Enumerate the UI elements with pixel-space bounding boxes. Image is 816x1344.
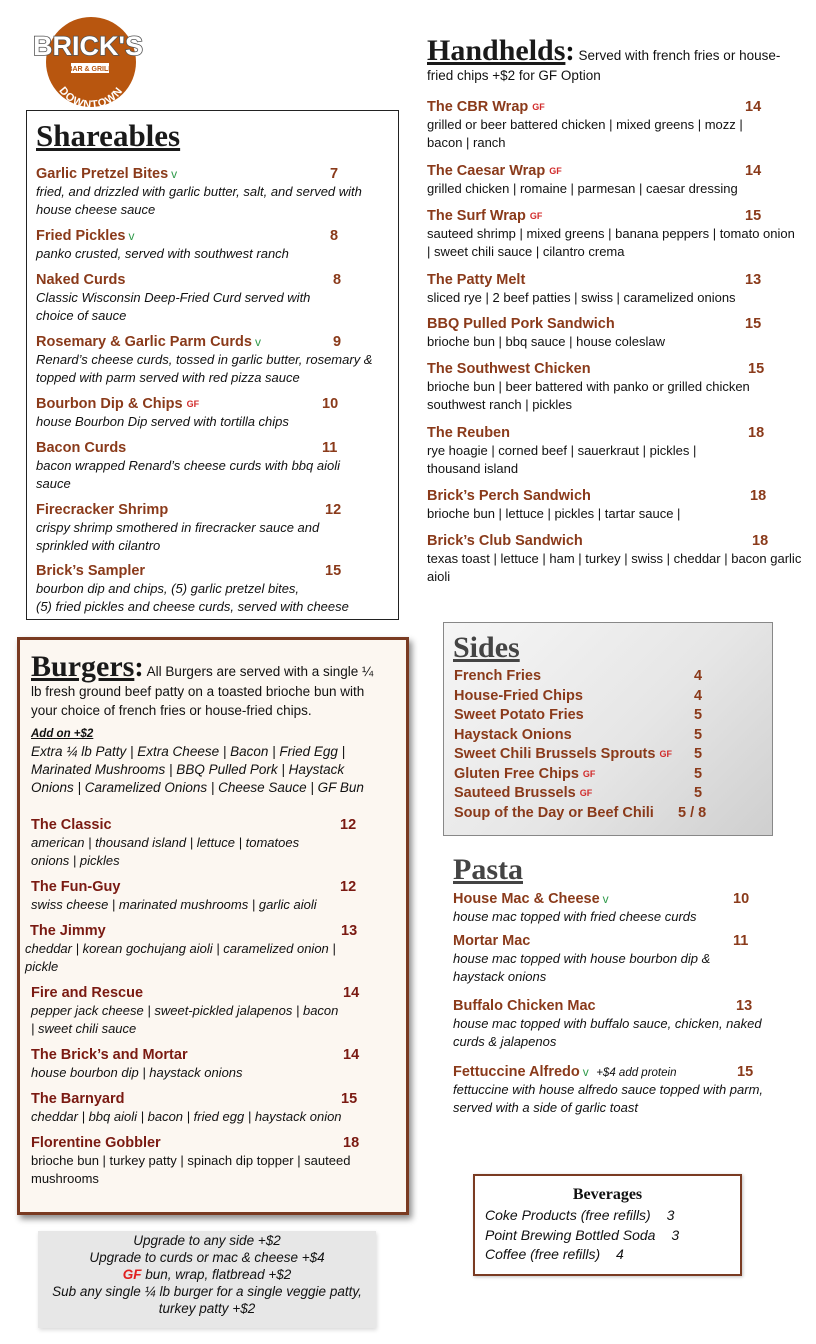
item-description: Classic Wisconsin Deep-Fried Curd served with choice of sauce bbox=[36, 290, 311, 323]
handhelds-title-colon: : bbox=[565, 36, 575, 67]
side-item bbox=[454, 785, 724, 804]
menu-item bbox=[31, 1046, 376, 1082]
item-description: cheddar | bbq aioli | bacon | fried egg | haystack onion bbox=[31, 1109, 342, 1124]
item-name: Rosemary & Garlic Parm Curds bbox=[36, 334, 252, 350]
item-description: (5) fried pickles and cheese curds, served with cheese bbox=[36, 599, 349, 614]
menu-item bbox=[31, 984, 376, 1038]
upgrade-line: Upgrade to any side +$2 bbox=[133, 1233, 281, 1248]
item-name: Brick’s Sampler bbox=[36, 563, 146, 579]
item-description: brioche bun | bbq sauce | house coleslaw bbox=[427, 334, 666, 349]
item-description: Renard’s cheese curds, tossed in garlic butter, rosemary & topped with parm served with red pizza sauce bbox=[36, 352, 373, 385]
item-description: bacon wrapped Renard’s cheese curds with bbq aioli sauce bbox=[36, 458, 341, 491]
addon-label: Add on +$2 bbox=[31, 728, 94, 740]
gluten-free-mark: GF bbox=[529, 211, 543, 221]
item-price: 12 bbox=[340, 879, 357, 895]
menu-item bbox=[36, 501, 391, 555]
item-name: Coke Products (free refills) bbox=[485, 1207, 651, 1223]
item-description: fettuccine with house alfredo sauce topped with parm, served with a side of garlic toast bbox=[453, 1082, 764, 1115]
side-item bbox=[454, 805, 754, 824]
item-description: american | thousand island | lettuce | tomatoes onions | pickles bbox=[31, 835, 300, 868]
item-name: Mortar Mac bbox=[453, 933, 531, 949]
item-price: 8 bbox=[333, 272, 342, 288]
menu-item bbox=[31, 816, 361, 870]
menu-item bbox=[427, 207, 797, 261]
menu-item bbox=[36, 395, 391, 431]
gluten-free-mark: GF bbox=[122, 1267, 142, 1282]
shareables-title: Shareables bbox=[36, 118, 181, 153]
vegetarian-mark: v bbox=[602, 892, 609, 906]
item-price: 5 bbox=[694, 746, 703, 762]
item-description: sliced rye | 2 beef patties | swiss | caramelized onions bbox=[427, 290, 736, 305]
menu-item bbox=[427, 532, 802, 586]
item-name: Brick’s Club Sandwich bbox=[427, 533, 583, 549]
burgers-title-colon: : bbox=[134, 652, 144, 683]
vegetarian-mark: v bbox=[128, 229, 135, 243]
logo-ring-text: DOWNTOWN bbox=[56, 84, 126, 108]
menu-item bbox=[31, 878, 391, 914]
upgrade-note bbox=[38, 1231, 376, 1328]
item-description: panko crusted, served with southwest ranch bbox=[36, 246, 289, 261]
item-name: The Jimmy bbox=[30, 923, 106, 939]
upgrade-line: Sub any single ¼ lb burger for a single veggie patty, turkey patty +$2 bbox=[52, 1284, 362, 1316]
burgers-section bbox=[17, 637, 409, 1215]
menu-item bbox=[427, 98, 772, 152]
item-price: 18 bbox=[748, 425, 765, 441]
item-name: Point Brewing Bottled Soda bbox=[485, 1227, 656, 1243]
item-description: pepper jack cheese | sweet-pickled jalapenos | bacon | sweet chili sauce bbox=[31, 1003, 339, 1036]
vegetarian-mark: v bbox=[254, 335, 261, 349]
menu-item bbox=[453, 997, 773, 1051]
item-price: 15 bbox=[745, 316, 762, 332]
item-description: house Bourbon Dip served with tortilla chips bbox=[36, 414, 289, 429]
item-price: 13 bbox=[341, 923, 358, 939]
handhelds-intro: Served with french fries or house-fried chips +$2 for GF Option bbox=[427, 48, 781, 83]
item-name: The Patty Melt bbox=[427, 272, 526, 288]
item-name: Florentine Gobbler bbox=[31, 1135, 161, 1151]
item-description: crispy shrimp smothered in firecracker sauce and sprinkled with cilantro bbox=[36, 520, 320, 553]
item-name: Naked Curds bbox=[36, 272, 126, 288]
item-description: rye hoagie | corned beef | sauerkraut | pickles | thousand island bbox=[427, 443, 697, 476]
item-price: 5 bbox=[694, 727, 703, 743]
item-price: 14 bbox=[343, 985, 360, 1001]
menu-item bbox=[427, 360, 787, 414]
item-name: The Barnyard bbox=[31, 1091, 125, 1107]
item-name: French Fries bbox=[454, 668, 542, 684]
item-price: 14 bbox=[745, 99, 762, 115]
upgrade-line: Upgrade to curds or mac & cheese +$4 bbox=[89, 1250, 325, 1265]
item-name: Bourbon Dip & Chips bbox=[36, 396, 183, 412]
item-name: Sweet Potato Fries bbox=[454, 707, 584, 723]
item-description: house mac topped with buffalo sauce, chicken, naked curds & jalapenos bbox=[453, 1016, 762, 1049]
menu-item bbox=[25, 922, 370, 976]
sides-section bbox=[443, 622, 773, 836]
item-price: 15 bbox=[325, 563, 342, 579]
menu-item bbox=[36, 271, 391, 325]
item-name: The Brick’s and Mortar bbox=[31, 1047, 188, 1063]
item-description: cheddar | korean gochujang aioli | caramelized onion | pickle bbox=[25, 941, 336, 974]
menu-item bbox=[453, 890, 773, 926]
menu-item bbox=[31, 1090, 391, 1126]
shareables-section bbox=[26, 110, 399, 620]
beverage-item bbox=[485, 1227, 679, 1243]
gluten-free-mark: GF bbox=[659, 749, 672, 759]
item-name: The Surf Wrap bbox=[427, 208, 526, 224]
item-name: Fried Pickles bbox=[36, 228, 126, 244]
item-price: 18 bbox=[343, 1135, 360, 1151]
item-name: The Fun-Guy bbox=[31, 879, 121, 895]
item-description: fried, and drizzled with garlic butter, salt, and served with house cheese sauce bbox=[36, 184, 362, 217]
handhelds-title: Handhelds bbox=[427, 34, 566, 67]
item-price: 15 bbox=[341, 1091, 358, 1107]
item-description: brioche bun | lettuce | pickles | tartar sauce | bbox=[427, 506, 681, 521]
side-item bbox=[454, 668, 724, 687]
gluten-free-mark: GF bbox=[549, 166, 562, 176]
pasta-title: Pasta bbox=[453, 853, 523, 886]
item-price: 5 / 8 bbox=[678, 805, 707, 821]
item-note: +$4 add protein bbox=[596, 1067, 677, 1079]
side-item bbox=[454, 707, 724, 726]
beverages-section bbox=[473, 1174, 742, 1276]
item-name: Firecracker Shrimp bbox=[36, 502, 169, 518]
item-name: House Mac & Cheese bbox=[453, 891, 600, 907]
side-item bbox=[454, 766, 724, 785]
item-price: 8 bbox=[330, 228, 339, 244]
item-description: house mac topped with house bourbon dip & haystack onions bbox=[453, 951, 711, 984]
item-name: The CBR Wrap bbox=[427, 99, 529, 115]
item-name: Soup of the Day or Beef Chili bbox=[454, 805, 654, 821]
beverage-item bbox=[485, 1207, 674, 1223]
logo-main-text: BRICK'S bbox=[33, 31, 143, 61]
item-price: 3 bbox=[671, 1227, 680, 1243]
item-price: 10 bbox=[322, 396, 339, 412]
item-price: 5 bbox=[694, 766, 703, 782]
burgers-intro-block bbox=[31, 652, 376, 720]
menu-item bbox=[36, 562, 396, 616]
item-price: 5 bbox=[694, 707, 703, 723]
menu-item bbox=[36, 333, 391, 387]
menu-item bbox=[427, 315, 777, 351]
item-description: brioche bun | turkey patty | spinach dip topper | sauteed mushrooms bbox=[31, 1153, 351, 1186]
item-name: Sauteed Brussels bbox=[454, 785, 576, 801]
item-price: 15 bbox=[737, 1064, 754, 1080]
gluten-free-mark: GF bbox=[582, 769, 596, 779]
item-description: grilled or beer battered chicken | mixed greens | mozz | bacon | ranch bbox=[427, 117, 743, 150]
menu-item bbox=[453, 932, 773, 986]
item-price: 13 bbox=[745, 272, 762, 288]
upgrade-line: GF bun, wrap, flatbread +$2 bbox=[122, 1267, 292, 1282]
item-name: Haystack Onions bbox=[454, 727, 572, 743]
item-price: 14 bbox=[745, 163, 762, 179]
side-item bbox=[454, 746, 724, 765]
item-name: Brick’s Perch Sandwich bbox=[427, 488, 591, 504]
item-description: brioche bun | beer battered with panko or grilled chicken southwest ranch | pickles bbox=[427, 379, 750, 412]
menu-item bbox=[36, 227, 391, 263]
burgers-title: Burgers bbox=[31, 650, 135, 683]
menu-item bbox=[427, 487, 777, 523]
side-item bbox=[454, 688, 724, 707]
beverages-title: Beverages bbox=[572, 1186, 643, 1203]
item-price: 4 bbox=[694, 668, 703, 684]
item-name: Garlic Pretzel Bites bbox=[36, 166, 169, 182]
item-name: Coffee (free refills) bbox=[485, 1246, 601, 1262]
item-name: Bacon Curds bbox=[36, 440, 127, 456]
item-price: 15 bbox=[748, 361, 765, 377]
vegetarian-mark: v bbox=[171, 167, 178, 181]
item-name: Fire and Rescue bbox=[31, 985, 144, 1001]
item-price: 7 bbox=[330, 166, 339, 182]
item-price: 4 bbox=[694, 688, 703, 704]
item-price: 14 bbox=[343, 1047, 360, 1063]
item-price: 9 bbox=[333, 334, 342, 350]
item-name: Gluten Free Chips bbox=[454, 766, 579, 782]
burgers-intro: All Burgers are served with a single ¼ lb fresh ground beef patty on a toasted brioche bun with your choice of french fries or house-fried chips. bbox=[31, 664, 374, 718]
gluten-free-mark: GF bbox=[186, 399, 200, 409]
menu-item bbox=[31, 1134, 391, 1188]
item-price: 13 bbox=[736, 998, 753, 1014]
addon-list: Extra ¼ lb Patty | Extra Cheese | Bacon | Fried Egg | Marinated Mushrooms | BBQ Pulled Pork | Haystack Onions | Caramelized Onions | Cheese Sauce | GF Bun bbox=[31, 744, 364, 795]
item-description: sauteed shrimp | mixed greens | banana peppers | tomato onion | sweet chili sauce | cilantro crema bbox=[427, 226, 795, 259]
item-name: Sweet Chili Brussels Sprouts bbox=[454, 746, 656, 762]
menu-item bbox=[36, 165, 391, 219]
item-price: 4 bbox=[616, 1246, 624, 1262]
item-description: texas toast | lettuce | ham | turkey | swiss | cheddar | bacon garlic aioli bbox=[427, 551, 802, 584]
item-description: grilled chicken | romaine | parmesan | caesar dressing bbox=[427, 181, 738, 196]
menu-item bbox=[36, 439, 391, 493]
item-name: The Caesar Wrap bbox=[427, 163, 546, 179]
item-price: 18 bbox=[750, 488, 767, 504]
item-description: swiss cheese | marinated mushrooms | garlic aioli bbox=[31, 897, 317, 912]
vegetarian-mark: v bbox=[582, 1065, 589, 1079]
item-description: house mac topped with fried cheese curds bbox=[453, 909, 697, 924]
item-name: Fettuccine Alfredo bbox=[453, 1064, 580, 1080]
item-name: The Southwest Chicken bbox=[427, 361, 591, 377]
brand-logo bbox=[27, 14, 149, 108]
item-description: bourbon dip and chips, (5) garlic pretzel bites, bbox=[36, 581, 300, 596]
item-price: 12 bbox=[325, 502, 342, 518]
gluten-free-mark: GF bbox=[532, 102, 545, 112]
gluten-free-mark: GF bbox=[579, 788, 593, 798]
beverage-item bbox=[485, 1246, 624, 1262]
menu-item bbox=[427, 162, 777, 198]
item-name: BBQ Pulled Pork Sandwich bbox=[427, 316, 615, 332]
item-price: 10 bbox=[733, 891, 750, 907]
item-name: The Classic bbox=[31, 817, 112, 833]
menu-item bbox=[427, 424, 777, 478]
item-name: The Reuben bbox=[427, 425, 510, 441]
sides-title: Sides bbox=[453, 631, 520, 664]
item-price: 15 bbox=[745, 208, 762, 224]
logo-sub-text: BAR & GRILL bbox=[67, 66, 113, 73]
item-price: 18 bbox=[752, 533, 769, 549]
side-item bbox=[454, 727, 724, 746]
item-price: 5 bbox=[694, 785, 703, 801]
item-price: 11 bbox=[322, 440, 338, 456]
item-name: House-Fried Chips bbox=[454, 688, 583, 704]
item-price: 3 bbox=[666, 1207, 675, 1223]
item-price: 12 bbox=[340, 817, 357, 833]
item-name: Buffalo Chicken Mac bbox=[453, 998, 596, 1014]
menu-item bbox=[427, 271, 777, 307]
menu-item bbox=[453, 1063, 773, 1117]
item-price: 11 bbox=[733, 933, 749, 949]
item-description: house bourbon dip | haystack onions bbox=[31, 1065, 243, 1080]
handhelds-header bbox=[427, 36, 787, 86]
